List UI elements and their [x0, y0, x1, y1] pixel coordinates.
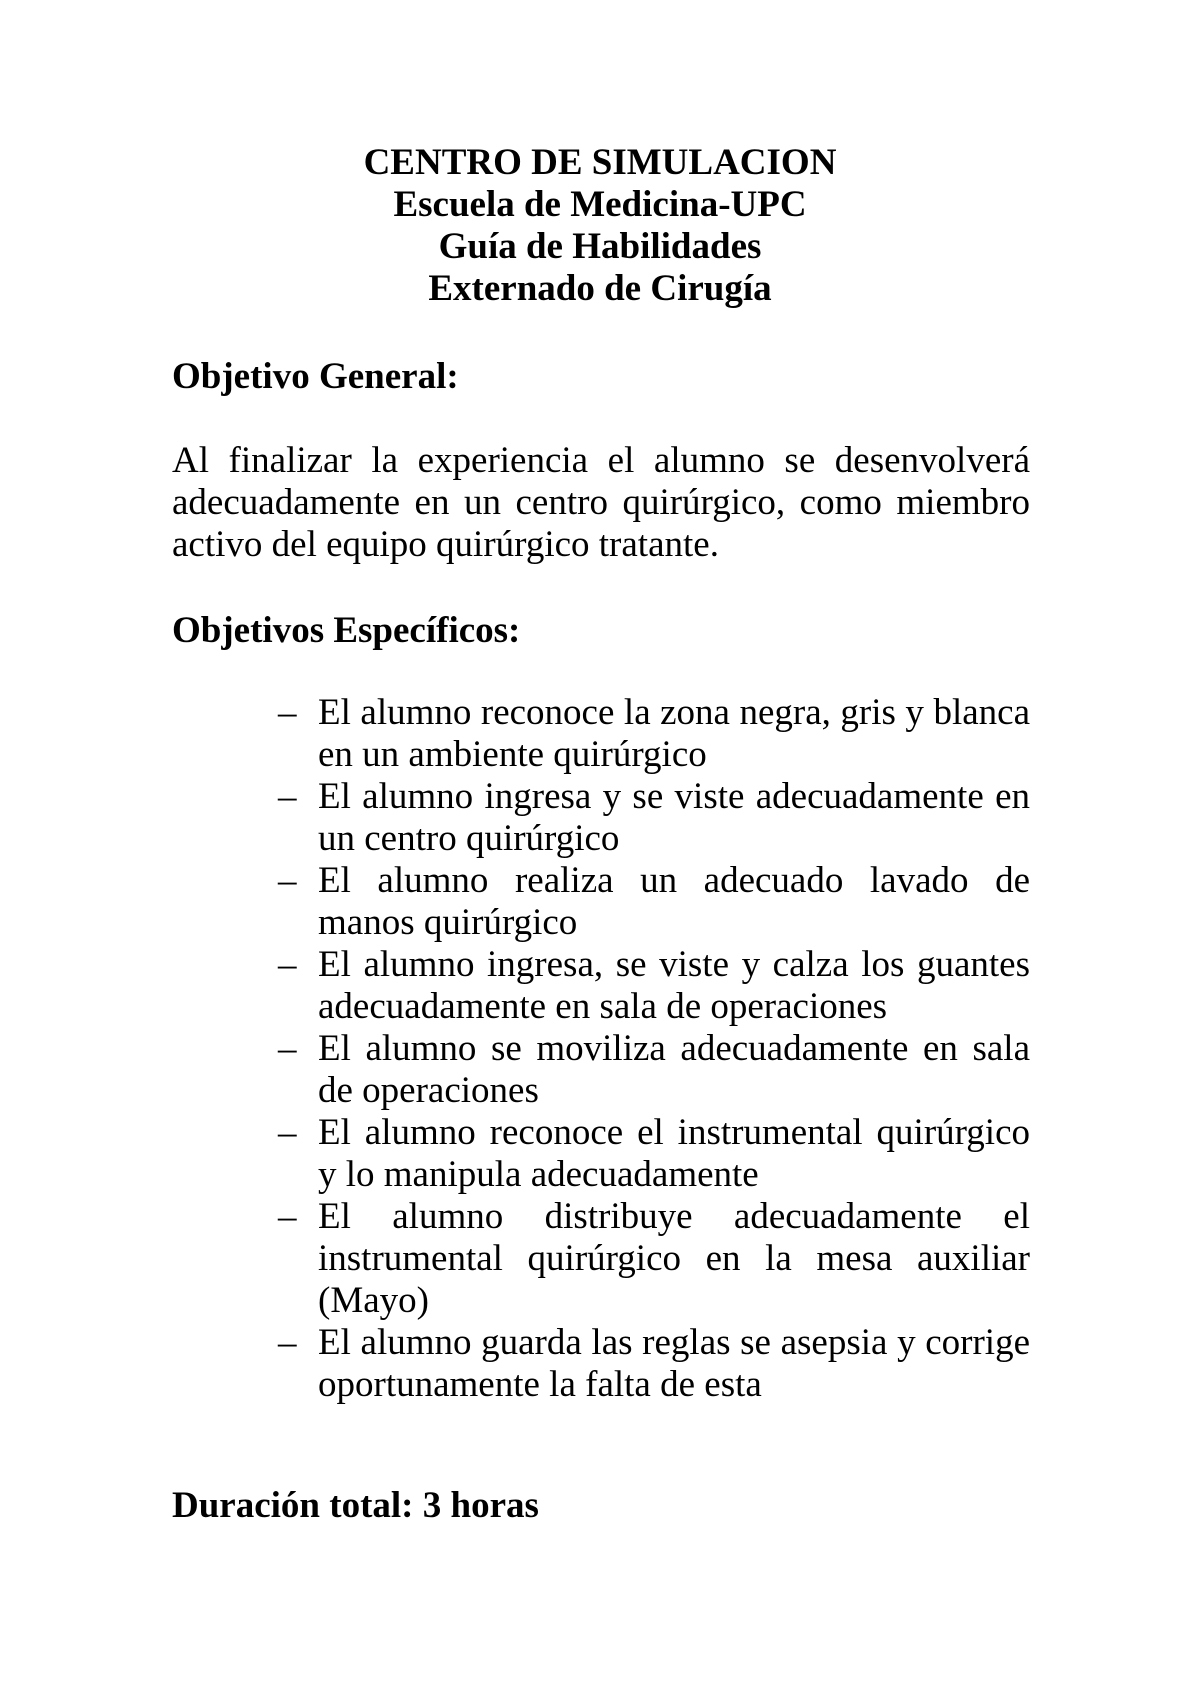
title-line-guide: Guía de Habilidades	[438, 226, 762, 267]
dash-bullet: –	[278, 944, 297, 985]
list-item-text: El alumno reconoce el instrumental quirúrgico y lo manipula adecuadamente	[318, 1112, 1030, 1195]
dash-bullet: –	[278, 692, 297, 733]
list-item-text: El alumno ingresa, se viste y calza los guantes adecuadamente en sala de operaciones	[318, 944, 1030, 1027]
dash-bullet: –	[278, 860, 297, 901]
list-item	[278, 1028, 1030, 1112]
list-item-text: El alumno distribuye adecuadamente el instrumental quirúrgico en la mesa auxiliar (Mayo)	[318, 1196, 1030, 1321]
list-item-text: El alumno se moviliza adecuadamente en sala de operaciones	[318, 1028, 1030, 1111]
dash-bullet: –	[278, 776, 297, 817]
document-title	[0, 142, 1200, 310]
list-item	[278, 1196, 1030, 1322]
list-item	[278, 776, 1030, 860]
dash-bullet: –	[278, 1028, 297, 1069]
title-line-course: Externado de Cirugía	[428, 268, 772, 309]
title-line-center: CENTRO DE SIMULACION	[363, 142, 837, 183]
general-objective-heading: Objetivo General:	[172, 356, 459, 397]
specific-objectives-heading: Objetivos Específicos:	[172, 610, 521, 651]
specific-objectives-list	[278, 692, 1030, 1406]
list-item	[278, 692, 1030, 776]
list-item-text: El alumno reconoce la zona negra, gris y blanca en un ambiente quirúrgico	[318, 692, 1030, 775]
total-duration: Duración total: 3 horas	[172, 1485, 539, 1526]
list-item	[278, 944, 1030, 1028]
list-item-text: El alumno guarda las reglas se asepsia y corrige oportunamente la falta de esta	[318, 1322, 1030, 1405]
list-item	[278, 860, 1030, 944]
general-objective-text: Al finalizar la experiencia el alumno se desenvolverá adecuadamente en un centro quirúrgico, como miembro activo del equipo quirúrgico tratante.	[172, 440, 1030, 565]
list-item-text: El alumno ingresa y se viste adecuadamente en un centro quirúrgico	[318, 776, 1030, 859]
list-item	[278, 1322, 1030, 1406]
list-item-text: El alumno realiza un adecuado lavado de manos quirúrgico	[318, 860, 1030, 943]
dash-bullet: –	[278, 1112, 297, 1153]
title-line-school: Escuela de Medicina-UPC	[393, 184, 807, 225]
dash-bullet: –	[278, 1196, 297, 1237]
list-item	[278, 1112, 1030, 1196]
dash-bullet: –	[278, 1322, 297, 1363]
